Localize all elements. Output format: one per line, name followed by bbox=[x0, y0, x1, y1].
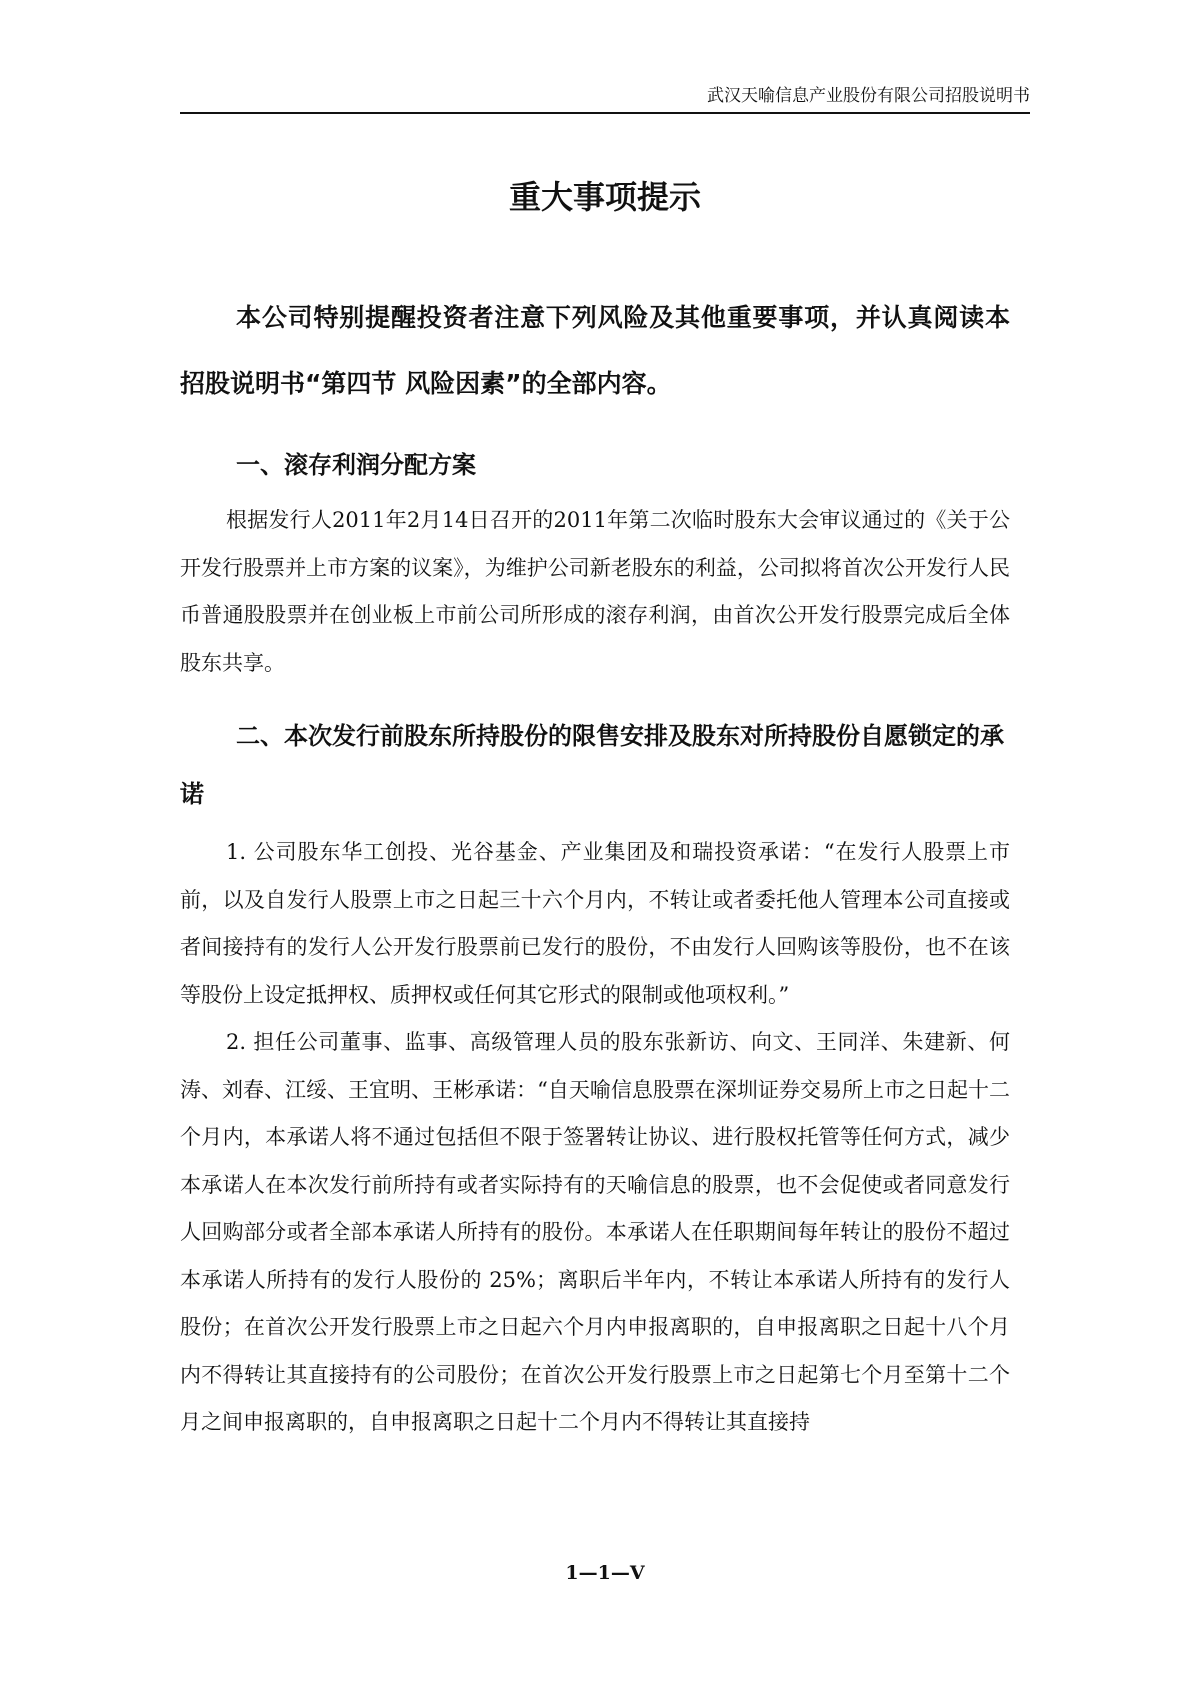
section-1-paragraph: 根据发行人2011年2月14日召开的2011年第二次临时股东大会审议通过的《关于公开发行股票并上市方案的议案》，为维护公司新老股东的利益，公司拟将首次公开发行人民币普通股股票并在创业板上市前公司所形成的滚存利润，由首次公开发行股票完成后全体股东共享。 bbox=[180, 508, 1010, 675]
page-title: 重大事项提示 bbox=[508, 178, 701, 216]
page-number: 1—1—V bbox=[565, 1562, 645, 1584]
section-2-paragraph-2: 2. 担任公司董事、监事、高级管理人员的股东张新访、向文、王同洋、朱建新、何涛、刘春、江绥、王宜明、王彬承诺：“自天喻信息股票在深圳证券交易所上市之日起十二个月内，本承诺人将不通过包括但不限于签署转让协议、进行股权托管等任何方式，减少本承诺人在本次发行前所持有或者实际持有的天喻信息的股票，也不会促使或者同意发行人回购部分或者全部本承诺人所持有的股份。本承诺人在任职期间每年转让的股份不超过本承诺人所持有的发行人股份的 25%；离职后半年内，不转让本承诺人所持有的发行人股份；在首次公开发行股票上市之日起六个月内申报离职的，自申报离职之日起十八个月内不得转让其直接持有的公司股份；在首次公开发行股票上市之日起第七个月至第十二个月之间申报离职的，自申报离职之日起十二个月内不得转让其直接持 bbox=[180, 1030, 1010, 1434]
document-body bbox=[180, 285, 1010, 1447]
lead-notice: 本公司特别提醒投资者注意下列风险及其他重要事项，并认真阅读本招股说明书“第四节 风险因素”的全部内容。 bbox=[180, 303, 1010, 398]
section-2-paragraph-1: 1. 公司股东华工创投、光谷基金、产业集团及和瑞投资承诺：“在发行人股票上市前，以及自发行人股票上市之日起三十六个月内，不转让或者委托他人管理本公司直接或者间接持有的发行人公开发行股票前已发行的股份，不由发行人回购该等股份，也不在该等股份上设定抵押权、质押权或任何其它形式的限制或他项权利。” bbox=[180, 840, 1010, 1007]
header-divider bbox=[180, 112, 1030, 114]
section-heading-2: 二、本次发行前股东所持股份的限售安排及股东对所持股份自愿锁定的承诺 bbox=[180, 722, 1004, 808]
section-heading-1: 一、滚存利润分配方案 bbox=[236, 451, 476, 479]
running-header: 武汉天喻信息产业股份有限公司招股说明书 bbox=[707, 86, 1030, 106]
